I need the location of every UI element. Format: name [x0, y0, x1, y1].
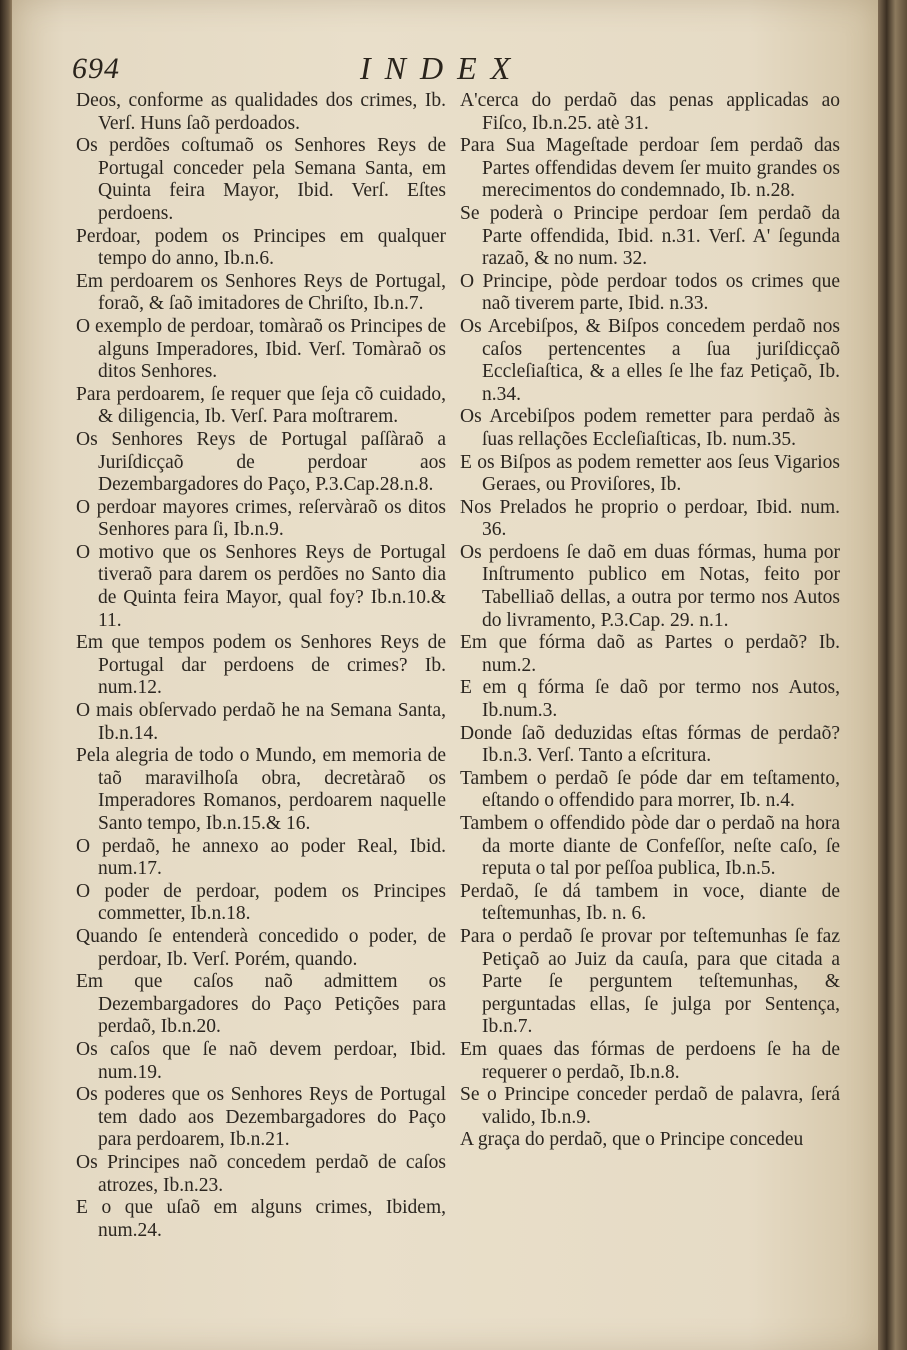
index-entry: Perdoar, podem os Principes em qualquer tempo do anno, Ib.n.6. [76, 225, 446, 270]
index-entry: Para perdoarem, ſe requer que ſeja cõ cuidado, & diligencia, Ib. Verſ. Para moſtrarem. [76, 383, 446, 428]
index-entry: E o que uſaõ em alguns crimes, Ibidem, num.24. [76, 1197, 446, 1241]
index-entry: Em que caſos naõ admittem os Dezembargadores do Paço Petições para perdaõ, Ib.n.20. [76, 971, 446, 1038]
index-entry: Tambem o offendido pòde dar o perdaõ na hora da morte diante de Confeſſor, neſte caſo, ſe reputa o tal por peſſoa publica, Ib.n.5. [460, 813, 840, 880]
index-entry: Em que tempos podem os Senhores Reys de Portugal dar perdoens de crimes? Ib. num.12. [76, 632, 446, 699]
index-entry: Os perdoens ſe daõ em duas fórmas, huma por Inſtrumento publico em Notas, feito por Tabelliaõ dellas, a outra por termo nos Autos do livramento, P.3.Cap. 29. n.1. [460, 541, 840, 631]
index-entry: Donde ſaõ deduzidas eſtas fórmas de perdaõ? Ib.n.3. Verſ. Tanto a eſcritura. [460, 722, 840, 767]
index-entry: O exemplo de perdoar, tomàraõ os Principes de alguns Imperadores, Ibid. Verſ. Tomàraõ os ditos Senhores. [76, 315, 446, 383]
index-entry: Para o perdaõ ſe provar por teſtemunhas ſe faz Petiçaõ ao Juiz da cauſa, para que citada a Parte ſe perguntem teſtemunhas, & perguntadas ellas, ſe julga por Sentença, Ib.n.7. [460, 925, 840, 1038]
index-entry: O motivo que os Senhores Reys de Portugal tiveraõ para darem os perdões no Santo dia de Quinta feira Mayor, qual foy? Ib.n.10.& 11. [76, 541, 446, 631]
index-entry: Em quaes das fórmas de perdoens ſe ha de requerer o perdaõ, Ib.n.8. [460, 1038, 840, 1083]
index-entry: Deos, conforme as qualidades dos crimes, Ib. Verſ. Huns ſaõ perdoados. [76, 90, 446, 134]
index-entry: Se poderà o Principe perdoar ſem perdaõ da Parte offendida, Ibid. n.31. Verſ. A' ſegunda razaõ, & no num. 32. [460, 202, 840, 270]
index-entry: Se o Principe conceder perdaõ de palavra, ſerá valido, Ib.n.9. [460, 1084, 840, 1128]
index-entry: A graça do perdaõ, que o Principe concedeu [460, 1129, 804, 1151]
page-title: INDEX [360, 50, 525, 86]
index-entry: E em q fórma ſe daõ por termo nos Autos, Ib.num.3. [460, 677, 840, 722]
page-number: 694 [72, 52, 120, 85]
index-entry: Os Senhores Reys de Portugal paſſàraõ a Juriſdicçaõ de perdoar aos Dezembargadores do Paço, P.3.Cap.28.n.8. [76, 428, 446, 496]
index-entry: O mais obſervado perdaõ he na Semana Santa, Ib.n.14. [76, 700, 446, 744]
index-column-right [460, 90, 840, 1152]
index-entry: E os Biſpos as podem remetter aos ſeus Vigarios Geraes, ou Proviſores, Ib. [460, 451, 840, 496]
index-entry: Tambem o perdaõ ſe póde dar em teſtamento, eſtando o offendido para morrer, Ib. n.4. [460, 767, 840, 812]
index-entry: Em perdoarem os Senhores Reys de Portugal, foraõ, & ſaõ imitadores de Chriſto, Ib.n.7. [76, 270, 446, 315]
index-entry: O poder de perdoar, podem os Principes commetter, Ib.n.18. [76, 880, 446, 925]
index-entry: Perdaõ, ſe dá tambem in voce, diante de teſtemunhas, Ib. n. 6. [460, 880, 840, 925]
index-entry: Os Arcebiſpos, & Biſpos concedem perdaõ nos caſos pertencentes a ſua juriſdicçaõ Eccleſiaſtica, & a elles ſe lhe faz Petiçaõ, Ib. n.34. [460, 315, 840, 405]
index-entry: Os Arcebiſpos podem remetter para perdaõ às ſuas rellações Eccleſiaſticas, Ib. num.35. [460, 406, 840, 450]
index-entry: O perdoar mayores crimes, reſervàraõ os ditos Senhores para ſi, Ib.n.9. [76, 496, 446, 541]
index-entry: Nos Prelados he proprio o perdoar, Ibid. num. 36. [460, 496, 840, 541]
index-entry: Quando ſe entenderà concedido o poder, de perdoar, Ib. Verſ. Porém, quando. [76, 925, 446, 970]
index-entry: Em que fórma daõ as Partes o perdaõ? Ib. num.2. [460, 632, 840, 676]
index-entry: Pela alegria de todo o Mundo, em memoria de taõ maravilhoſa obra, decretàraõ os Imperadores Romanos, perdoarem naquelle Santo tempo, Ib.n.15.& 16. [76, 745, 446, 834]
index-entry: Os poderes que os Senhores Reys de Portugal tem dado aos Dezembargadores do Paço para perdoarem, Ib.n.21. [76, 1084, 446, 1151]
index-entry: Para Sua Mageſtade perdoar ſem perdaõ das Partes offendidas devem ſer muito grandes os merecimentos do condemnado, Ib. n.28. [460, 135, 840, 202]
index-entry: Os perdões coſtumaõ os Senhores Reys de Portugal conceder pela Semana Santa, em Quinta feira Mayor, Ibid. Verſ. Eſtes perdoens. [76, 135, 446, 224]
index-entry: O perdaõ, he annexo ao poder Real, Ibid. num.17. [76, 835, 446, 880]
index-entry: A'cerca do perdaõ das penas applicadas ao Fiſco, Ib.n.25. atè 31. [460, 90, 840, 134]
index-entry: Os caſos que ſe naõ devem perdoar, Ibid. num.19. [76, 1038, 446, 1083]
index-column-left [76, 90, 446, 1242]
index-entry: O Principe, pòde perdoar todos os crimes que naõ tiverem parte, Ibid. n.33. [460, 270, 840, 315]
page-edge [878, 0, 907, 1350]
index-entry: Os Principes naõ concedem perdaõ de caſos atrozes, Ib.n.23. [76, 1151, 446, 1196]
